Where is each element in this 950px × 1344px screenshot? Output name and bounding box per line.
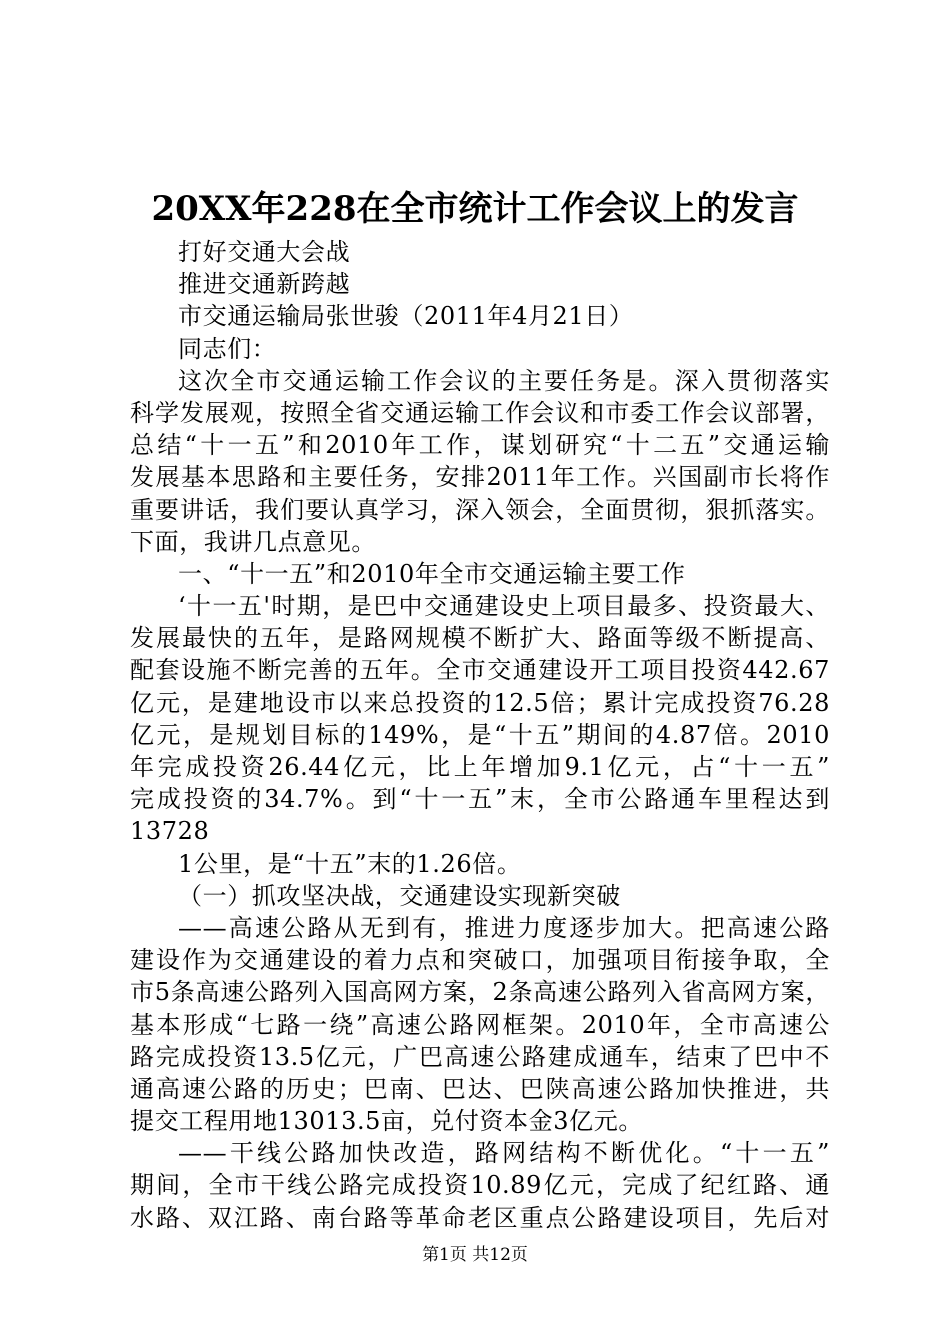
paragraph-line: 重要讲话，我们要认真学习，深入领会，全面贯彻，狠抓落实。	[130, 495, 830, 524]
paragraph-line: 市5条高速公路列入国高网方案，2条高速公路列入省高网方案，	[130, 978, 830, 1007]
subtitle-line-2: 推进交通新跨越	[178, 270, 351, 299]
paragraph-line: 提交工程用地13013.5亩，兑付资本金3亿元。	[130, 1107, 643, 1136]
salutation-line: 同志们：	[178, 334, 277, 363]
paragraph-line: 亿元，是规划目标的149%，是“十五”期间的4.87倍。2010	[130, 720, 830, 749]
paragraph-line: 这次全市交通运输工作会议的主要任务是。深入贯彻落实	[178, 366, 830, 395]
paragraph-line: 1公里，是“十五”末的1.26倍。	[178, 849, 522, 878]
paragraph-line: 完成投资的34.7%。到“十一五”末，全市公路通车里程达到	[130, 785, 830, 814]
paragraph-line: 亿元，是建地设市以来总投资的12.5倍；累计完成投资76.28	[130, 688, 830, 717]
document-title: 20XX年228在全市统计工作会议上的发言	[151, 189, 799, 229]
document-body	[130, 236, 830, 1234]
paragraph-line: ——高速公路从无到有，推进力度逐步加大。把高速公路	[178, 913, 830, 942]
paragraph-line: 建设作为交通建设的着力点和突破口，加强项目衔接争取，全	[130, 946, 830, 975]
page-number-footer: 第1页 共12页	[422, 1245, 528, 1265]
paragraph-line: 通高速公路的历史；巴南、巴达、巴陕高速公路加快推进，共	[130, 1074, 830, 1103]
subtitle-line-1: 打好交通大会战	[178, 238, 351, 266]
paragraph-line: 下面，我讲几点意见。	[130, 527, 376, 556]
paragraph-line: 年完成投资26.44亿元，比上年增加9.1亿元，占“十一五”	[130, 753, 830, 781]
paragraph-line: 13728	[130, 817, 210, 846]
subsection-heading: （一）抓攻坚决战，交通建设实现新突破	[178, 881, 621, 910]
paragraph-line: 发展基本思路和主要任务，安排2011年工作。兴国副市长将作	[130, 463, 830, 492]
paragraph-line: 路完成投资13.5亿元，广巴高速公路建成通车，结束了巴中不	[130, 1042, 830, 1071]
paragraph-line: 基本形成“七路一绕”高速公路网框架。2010年，全市高速公	[130, 1010, 830, 1039]
paragraph-line: 总结“十一五”和2010年工作，谋划研究“十二五”交通运输	[130, 431, 830, 460]
paragraph-line: 期间，全市干线公路完成投资10.89亿元，完成了纪红路、通	[130, 1171, 830, 1200]
paragraph-line: 配套设施不断完善的五年。全市交通建设开工项目投资442.67	[130, 656, 830, 685]
paragraph-line: 发展最快的五年，是路网规模不断扩大、路面等级不断提高、	[130, 624, 830, 653]
speaker-line: 市交通运输局张世骏（2011年4月21日）	[178, 302, 634, 331]
paragraph-line: 水路、双江路、南台路等革命老区重点公路建设项目，先后对	[130, 1203, 830, 1232]
section-heading: 一、“十一五”和2010年全市交通运输主要工作	[178, 559, 686, 588]
paragraph-line: 科学发展观，按照全省交通运输工作会议和市委工作会议部署，	[130, 398, 830, 427]
paragraph-line: ‘十一五'时期，是巴中交通建设史上项目最多、投资最大、	[178, 592, 830, 621]
paragraph-line: ——干线公路加快改造，路网结构不断优化。“十一五”	[178, 1139, 830, 1168]
